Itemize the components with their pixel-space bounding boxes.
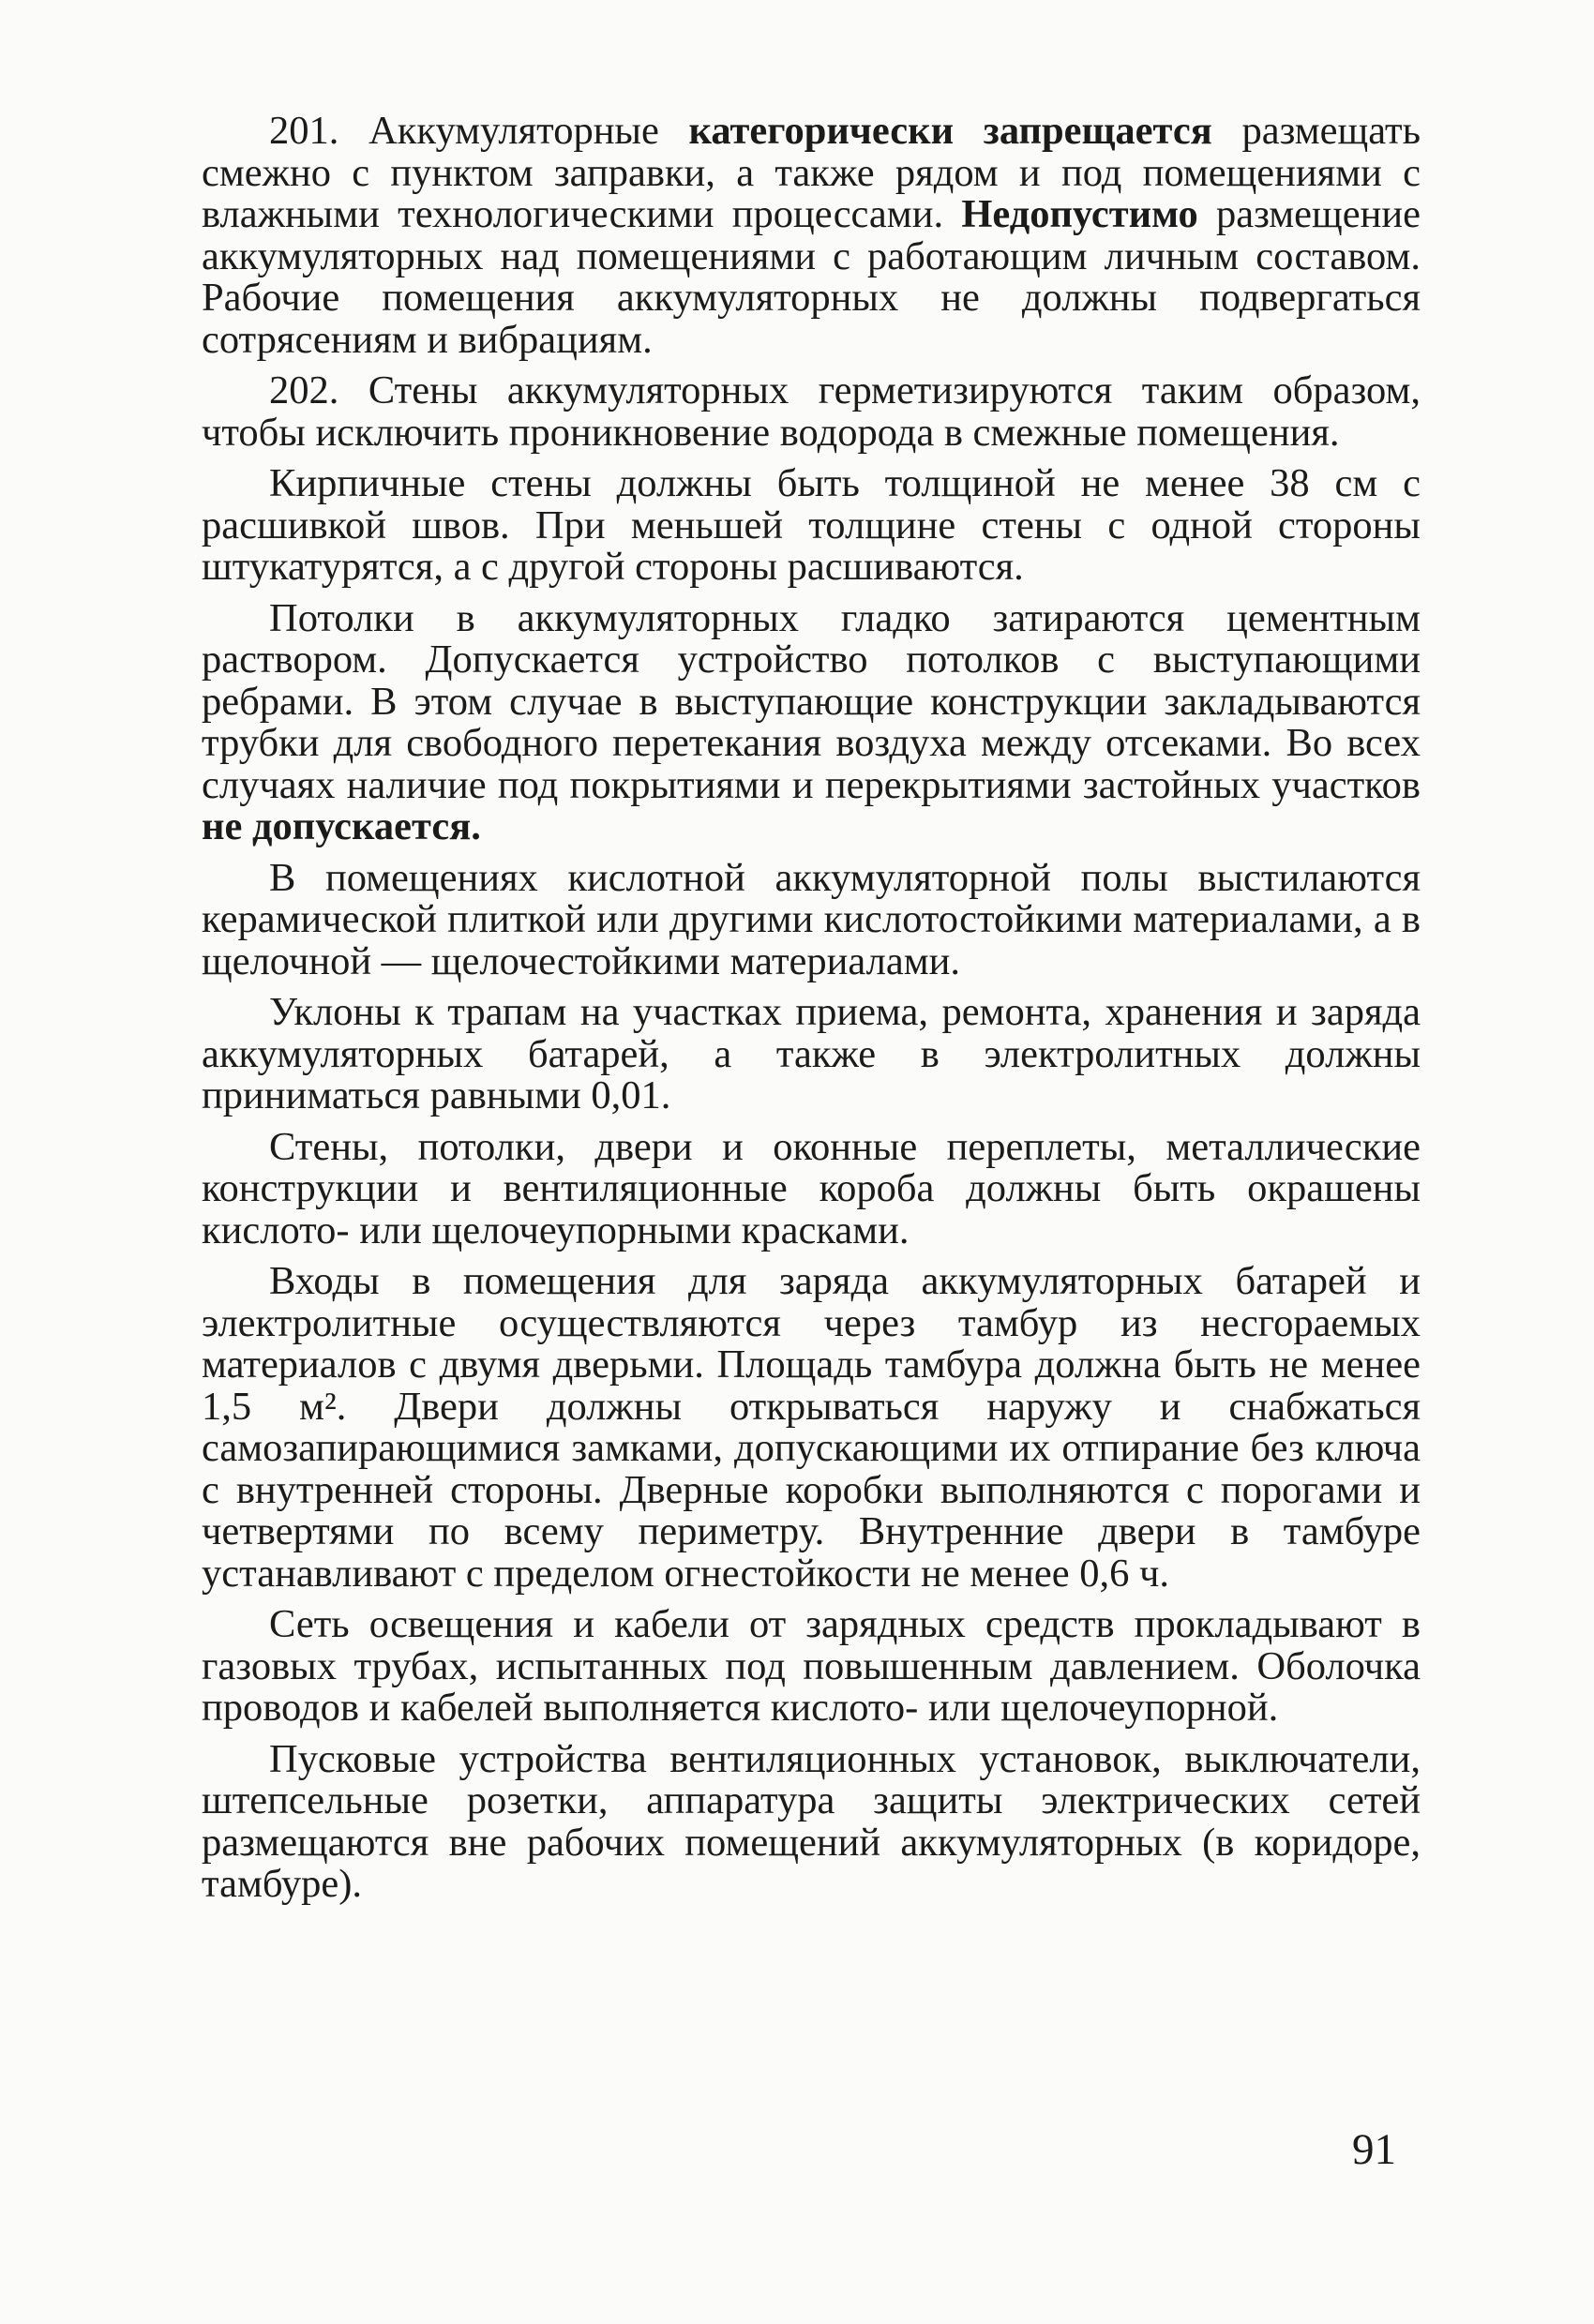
text-segment: Потолки в аккумуляторных гладко затираются цементным раствором. Допускается устройство потолков с выступающими ребрами. В этом случае в выступающие конструкции закладываются трубки для свободного перетекания воздуха между отсеками. Во всех случаях наличие под покрытиями и перекрытиями застойных участков <box>202 595 1421 807</box>
paragraph-201 <box>202 111 1421 361</box>
paragraph-202 <box>202 370 1421 454</box>
text-segment: Стены, потолки, двери и оконные переплеты, металлические конструкции и вентиляционные короба должны быть окрашены кислото- или щелочеупорными красками. <box>202 1124 1421 1252</box>
paragraph-ceilings <box>202 595 1421 848</box>
paragraph-floors <box>202 855 1421 983</box>
text-segment: Кирпичные стены должны быть толщиной не менее 38 см с расшивкой швов. При меньшей толщине стены с одной стороны штукатурятся, а с другой стороны расшиваются. <box>202 461 1421 589</box>
page-body <box>202 111 1421 1915</box>
text-segment: В помещениях кислотной аккумуляторной полы выстилаются керамической плиткой или другими кислотостойкими материалами, а в щелочной — щелочестойкими материалами. <box>202 855 1421 983</box>
emphasis-segment: не допускается. <box>202 804 481 848</box>
text-segment: 202. Стены аккумуляторных герметизируются таким образом, чтобы исключить проникновение водорода в смежные помещения. <box>202 368 1421 455</box>
paragraph-slopes <box>202 992 1421 1117</box>
text-segment: размещение аккумуляторных над помещениями с работающим личным составом. Рабочие помещения аккумуляторных не должны подвергаться сотрясениям и вибрациям. <box>202 192 1421 362</box>
text-segment: размещать смежно с пунктом заправки, а также рядом и под помещениями с влажными технологическими процессами. <box>202 109 1421 236</box>
paragraph-brick-walls <box>202 463 1421 589</box>
text-segment: Сеть освещения и кабели от зарядных средств прокладывают в газовых трубах, испытанных под повышенным давлением. Оболочка проводов и кабелей выполняется кислото- или щелочеупорной. <box>202 1602 1421 1730</box>
paragraph-starters <box>202 1736 1421 1906</box>
text-segment: Пусковые устройства вентиляционных установок, выключатели, штепсельные розетки, аппаратура защиты электрических сетей размещаются вне рабочих помещений аккумуляторных (в коридоре, тамбуре). <box>202 1736 1421 1906</box>
emphasis-segment: категорически запрещается <box>688 109 1212 153</box>
text-segment: 201. Аккумуляторные <box>269 109 689 153</box>
text-segment: Уклоны к трапам на участках приема, ремонта, хранения и заряда аккумуляторных батарей, а также в электролитных должны приниматься равными 0,01. <box>202 990 1421 1117</box>
paragraph-paint <box>202 1124 1421 1252</box>
paragraph-entrances <box>202 1261 1421 1595</box>
text-segment: Входы в помещения для заряда аккумуляторных батарей и электролитные осуществляются через тамбур из несгораемых материалов с двумя дверьми. Площадь тамбура должна быть не менее 1,5 м². Двери должны открываться наружу и снабжаться самозапирающимися замками, допускающими их отпирание без ключа с внутренней стороны. Дверные коробки выполняются с порогами и четвертями по всему периметру. Внутренние двери в тамбуре устанавливают с пределом огнестойкости не менее 0,6 ч. <box>202 1259 1421 1596</box>
page-number: 91 <box>1352 2125 1396 2174</box>
emphasis-segment: Недопустимо <box>961 192 1198 236</box>
paragraph-lighting <box>202 1604 1421 1730</box>
